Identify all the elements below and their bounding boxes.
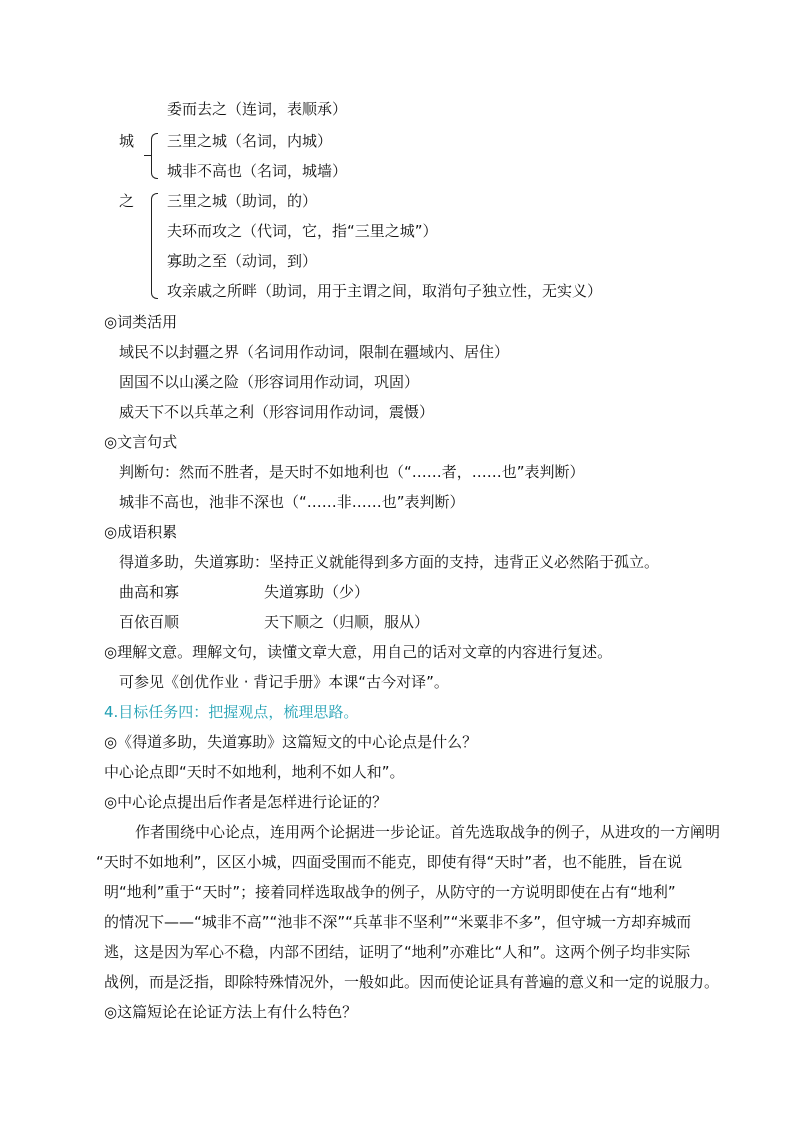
task4-para-line-5: 逃，这是因为军心不稳，内部不团结，证明了“地利”亦难比“人和”。这两个例子均非实际 bbox=[104, 943, 691, 961]
task4-para-line-6: 战例，而是泛指，即除特殊情况外，一般如此。因而使论证具有普遍的意义和一定的说服力。 bbox=[104, 973, 720, 991]
cheng-item-2: 三里之城（名词，内城） bbox=[167, 132, 333, 150]
lijie-line: 可参见《创优作业 · 背记手册》本课“古今对译”。 bbox=[119, 673, 449, 691]
task4-title: 4.目标任务四：把握观点，梳理思路。 bbox=[104, 703, 359, 721]
chengyu-pair-1-left: 曲高和寡 bbox=[119, 583, 180, 601]
task4-para-line-1: 作者围绕中心论点，连用两个论据进一步论证。首先选取战争的例子，从进攻的一方阐明 bbox=[135, 823, 721, 841]
task4-answer-1: 中心论点即“天时不如地利，地利不如人和”。 bbox=[104, 763, 405, 781]
chengyu-pair-2-left: 百依百顺 bbox=[119, 613, 180, 631]
wenyan-heading: ◎文言句式 bbox=[104, 433, 178, 451]
cilei-heading: ◎词类活用 bbox=[104, 313, 178, 331]
task4-question-2: ◎中心论点提出后作者是怎样进行论证的？ bbox=[104, 793, 388, 811]
cheng-char: 城 bbox=[119, 132, 135, 150]
zhi-item-3: 寡助之至（动词，到） bbox=[167, 252, 318, 270]
zhi-item-1: 三里之城（助词，的） bbox=[167, 192, 318, 210]
cilei-line-3: 威天下不以兵革之利（形容词用作动词，震慑） bbox=[119, 403, 435, 421]
task4-para-line-3: 明“地利”重于“天时”；接着同样选取战争的例子，从防守的一方说明即使在占有“地利” bbox=[104, 883, 676, 901]
cheng-brace bbox=[151, 133, 158, 179]
task4-para-line-2: “天时不如地利”，区区小城，四面受围而不能克，即使有得“天时”者，也不能胜，旨在说 bbox=[96, 853, 683, 871]
cilei-line-2: 固国不以山溪之险（形容词用作动词，巩固） bbox=[119, 373, 420, 391]
cheng-item-3: 城非不高也（名词，城墙） bbox=[167, 162, 348, 180]
task4-question-3: ◎这篇短论在论证方法上有什么特色？ bbox=[104, 1003, 358, 1021]
zhi-item-4: 攻亲戚之所畔（助词，用于主谓之间，取消句子独立性，无实义） bbox=[167, 282, 603, 300]
task4-para-line-4: 的情况下——“城非不高”“池非不深”“兵革非不坚利”“米粟非不多”，但守城一方却弃城而 bbox=[104, 913, 692, 931]
zhi-char: 之 bbox=[119, 192, 135, 210]
zhi-item-2: 夫环而攻之（代词，它，指“三里之城”） bbox=[167, 222, 438, 240]
chengyu-heading: ◎成语积累 bbox=[104, 523, 178, 541]
cilei-line-1: 域民不以封疆之界（名词用作动词，限制在疆域内、居住） bbox=[119, 343, 510, 361]
cheng-brace-tick bbox=[144, 155, 151, 156]
wenyan-line-1: 判断句：然而不胜者，是天时不如地利也（“……者，……也”表判断） bbox=[119, 463, 585, 481]
lijie-heading: ◎理解文意。理解文句，读懂文章大意，用自己的话对文章的内容进行复述。 bbox=[104, 643, 613, 661]
cheng-item-1: 委而去之（连词，表顺承） bbox=[167, 100, 348, 118]
wenyan-line-2: 城非不高也，池非不深也（“……非……也”表判断） bbox=[119, 493, 465, 511]
task4-question-1: ◎《得道多助，失道寡助》这篇短文的中心论点是什么？ bbox=[104, 733, 478, 751]
chengyu-pair-1-right: 失道寡助（少） bbox=[264, 583, 370, 601]
zhi-brace bbox=[151, 193, 158, 299]
chengyu-line: 得道多助，失道寡助：坚持正义就能得到多方面的支持，违背正义必然陷于孤立。 bbox=[119, 553, 660, 571]
chengyu-pair-2-right: 天下顺之（归顺，服从） bbox=[264, 613, 430, 631]
